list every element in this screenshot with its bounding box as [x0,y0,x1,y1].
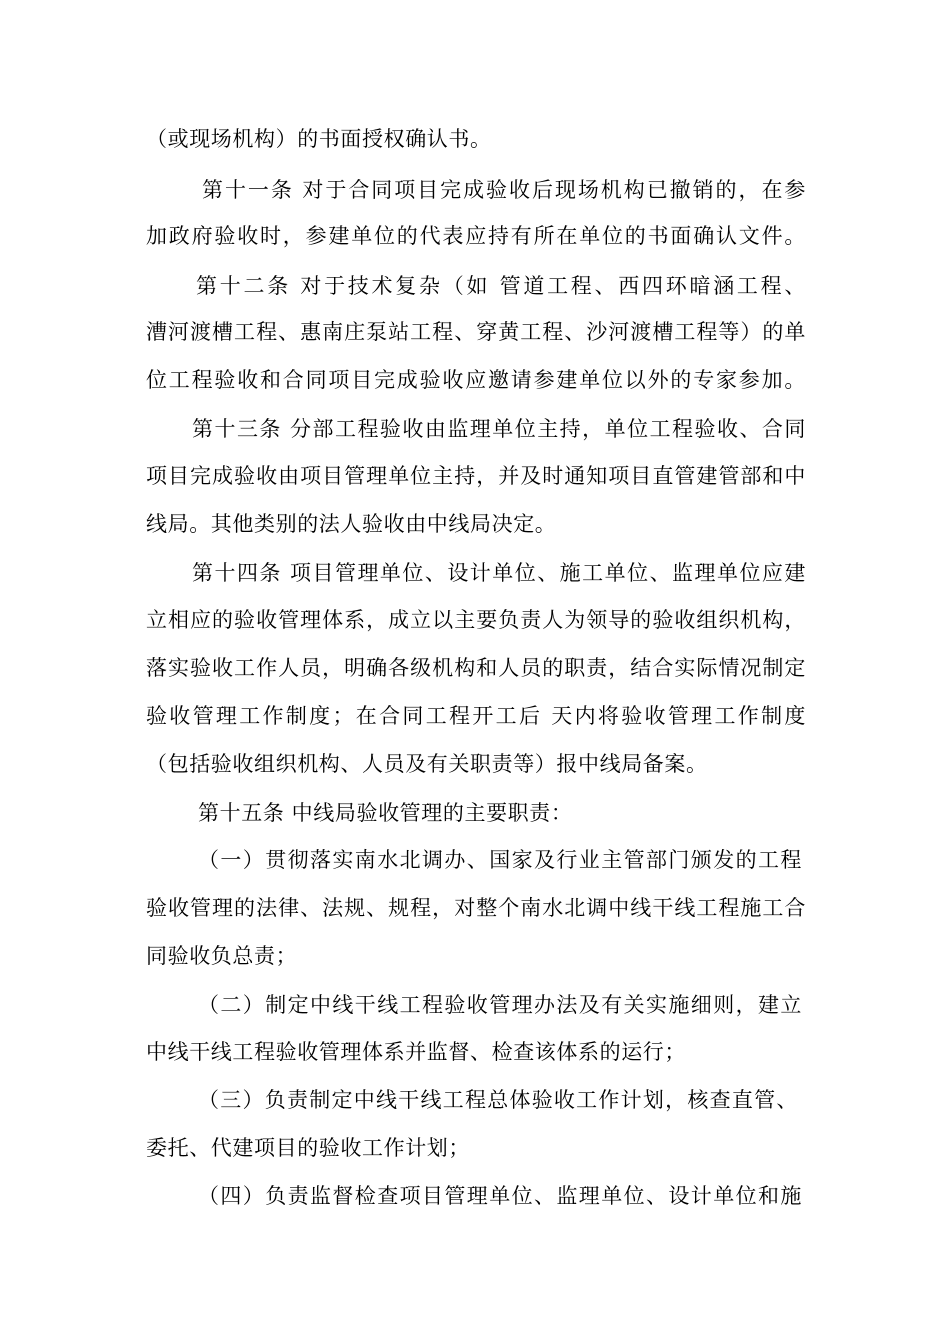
text-line: 验收管理的法律、法规、规程，对整个南水北调中线干线工程施工合 [146,896,806,920]
item-3-line-1: （三）负责制定中线干线工程总体验收工作计划，核查直管、 [198,1088,798,1112]
text-line: （或现场机构）的书面授权确认书。 [146,127,492,151]
text-line: 立相应的验收管理体系，成立以主要负责人为领导的验收组织机构， [146,608,806,632]
article-12-line-1: 第十二条 对于技术复杂（如 管道工程、西四环暗涵工程、 [196,274,806,298]
text-line: 漕河渡槽工程、惠南庄泵站工程、穿黄工程、沙河渡槽工程等）的单 [146,320,806,344]
text-line: 落实验收工作人员，明确各级机构和人员的职责，结合实际情况制定 [146,656,806,680]
text-line: 中线干线工程验收管理体系并监督、检查该体系的运行； [146,1040,686,1064]
article-15-line-1: 第十五条 中线局验收管理的主要职责： [198,801,573,825]
article-14-line-1: 第十四条 项目管理单位、设计单位、施工单位、监理单位应建 [192,561,806,585]
text-line: 项目完成验收由项目管理单位主持，并及时通知项目直管建管部和中 [146,464,806,488]
text-line: 线局。其他类别的法人验收由中线局决定。 [146,512,557,536]
article-13-line-1: 第十三条 分部工程验收由监理单位主持，单位工程验收、合同 [192,417,806,441]
text-line: 加政府验收时，参建单位的代表应持有所在单位的书面确认文件。 [146,224,806,248]
article-11-line-1: 第十一条 对于合同项目完成验收后现场机构已撤销的，在参 [202,178,806,202]
text-line: 同验收负总责； [146,944,298,968]
text-line: 位工程验收和合同项目完成验收应邀请参建单位以外的专家参加。 [146,368,806,392]
item-1-line-1: （一）贯彻落实南水北调办、国家及行业主管部门颁发的工程 [198,848,802,872]
item-2-line-1: （二）制定中线干线工程验收管理办法及有关实施细则，建立 [198,993,802,1017]
text-line: 委托、代建项目的验收工作计划； [146,1136,470,1160]
text-line: 验收管理工作制度；在合同工程开工后 天内将验收管理工作制度 [146,704,806,728]
item-4-line-1: （四）负责监督检查项目管理单位、监理单位、设计单位和施 [198,1184,802,1208]
text-line: （包括验收组织机构、人员及有关职责等）报中线局备案。 [146,752,708,776]
